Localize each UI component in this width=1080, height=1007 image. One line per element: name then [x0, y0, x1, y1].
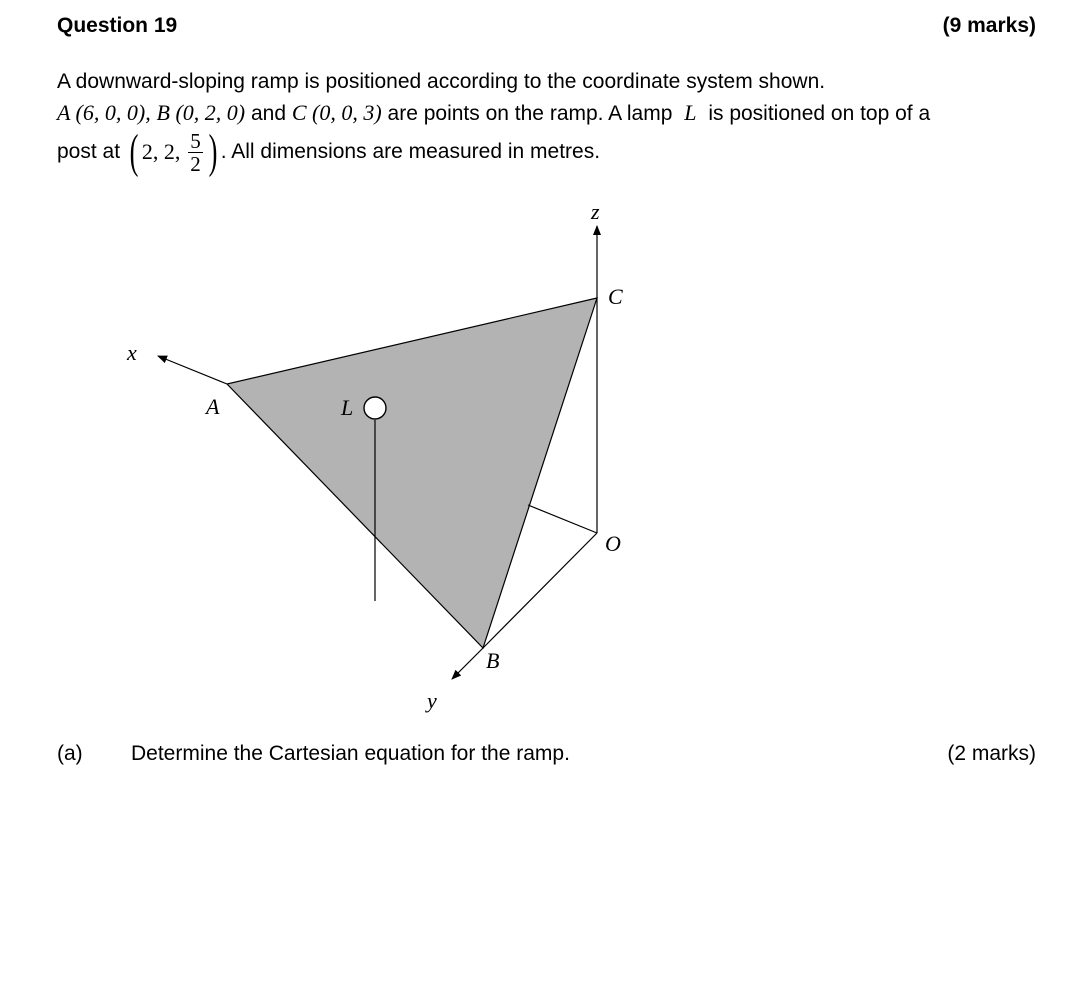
lamp-variable: L [684, 100, 697, 125]
lamp-icon [364, 397, 386, 419]
question-title: Question 19 [57, 14, 178, 37]
point-c-text: C (0, 0, 3) [291, 100, 382, 125]
left-paren: ( [129, 125, 139, 178]
base-edge-oa-visible [528, 505, 597, 533]
ramp-surface [227, 298, 597, 648]
lamp-z-fraction [188, 130, 203, 175]
point-a-label: A [206, 394, 220, 419]
x-axis-label: x [127, 340, 137, 365]
intro-line-2 [57, 100, 930, 126]
ramp-diagram [0, 190, 1080, 730]
point-b-label: B [486, 648, 500, 673]
x-axis [158, 356, 227, 384]
point-a-text: A (6, 0, 0), [57, 100, 151, 125]
lamp-coord-prefix: 2, 2, [141, 139, 181, 164]
z-axis-label: z [591, 199, 600, 224]
line2-rest: are points on the ramp. A lamp [387, 102, 673, 125]
fraction-numerator: 5 [190, 128, 201, 153]
intro-line-1: A downward-sloping ramp is positioned according to the coordinate system shown. [57, 70, 826, 93]
y-axis [452, 648, 483, 679]
line2-end: is positioned on top of a [708, 102, 931, 125]
origin-label: O [605, 531, 621, 556]
line3-end: . All dimensions are measured in metres. [220, 140, 601, 163]
fraction-denominator: 2 [190, 151, 201, 176]
post-at-text: post at [57, 140, 121, 163]
y-axis-label: y [427, 688, 437, 713]
part-a-question: Determine the Cartesian equation for the ramp. [131, 742, 570, 765]
part-a-label: (a) [57, 742, 83, 765]
point-b-text: B (0, 2, 0) [156, 100, 246, 125]
lamp-label: L [341, 395, 354, 420]
question-marks: (9 marks) [942, 14, 1036, 37]
point-c-label: C [608, 284, 623, 309]
part-a-marks: (2 marks) [947, 742, 1036, 765]
intro-line-3 [57, 125, 601, 190]
and-text: and [250, 102, 287, 125]
right-paren: ) [208, 125, 218, 178]
